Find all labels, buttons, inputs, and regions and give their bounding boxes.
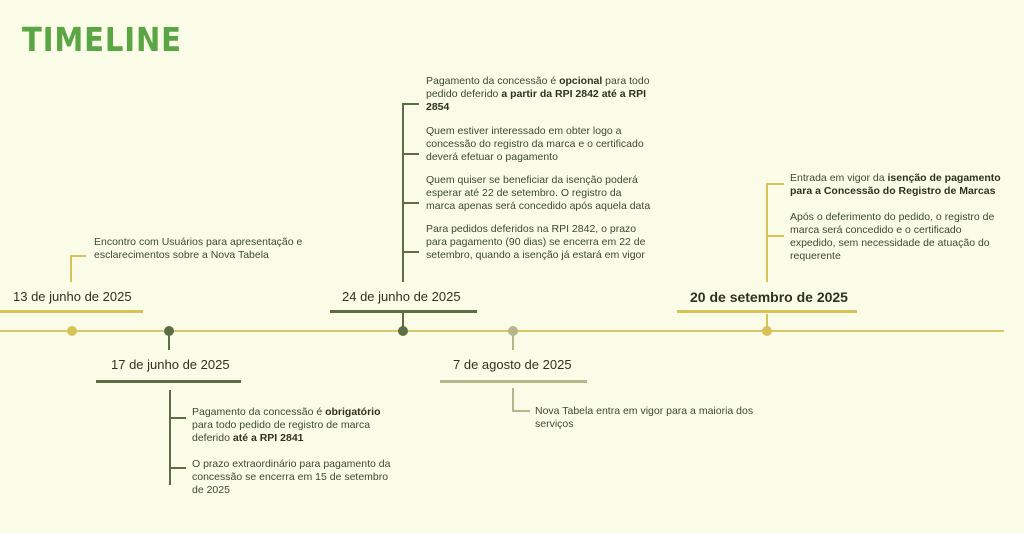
date-underline bbox=[0, 310, 143, 313]
connector-line bbox=[512, 388, 514, 411]
connector-line bbox=[766, 235, 784, 237]
note-text: Pagamento da concessão é bbox=[192, 406, 326, 418]
page-title: TIMELINE bbox=[22, 20, 182, 59]
connector-line bbox=[169, 467, 186, 469]
event-date: 20 de setembro de 2025 bbox=[690, 289, 848, 305]
connector-line bbox=[168, 331, 170, 350]
event-date: 13 de junho de 2025 bbox=[13, 289, 132, 304]
connector-line bbox=[402, 202, 419, 204]
event-date: 24 de junho de 2025 bbox=[342, 289, 461, 304]
connector-line bbox=[766, 314, 768, 328]
timeline-axis bbox=[0, 330, 1004, 332]
note-text: para todo pedido de registro de marca deferido bbox=[192, 419, 371, 444]
event-note: Quem estiver interessado em obter logo a concessão do registro da marca e o certificado deverá efetuar o pagamento bbox=[426, 125, 644, 163]
connector-line bbox=[70, 255, 86, 257]
connector-line bbox=[70, 255, 72, 282]
note-emphasis: isenção de pagamento para a Concessão do Registro de Marcas bbox=[790, 172, 1001, 197]
note-emphasis: opcional bbox=[559, 75, 603, 87]
connector-line bbox=[169, 417, 186, 419]
event-date: 17 de junho de 2025 bbox=[111, 357, 230, 372]
event-note bbox=[426, 75, 651, 114]
connector-line bbox=[402, 103, 419, 105]
note-text: Entrada em vigor da bbox=[790, 172, 888, 184]
milestone-dot bbox=[67, 326, 77, 336]
event-note: Nova Tabela entra em vigor para a maioria dos serviços bbox=[535, 405, 754, 430]
note-text: Pagamento da concessão é bbox=[426, 75, 560, 87]
event-note bbox=[192, 406, 392, 445]
note-text: para todo pedido deferido bbox=[426, 75, 650, 100]
connector-line bbox=[402, 313, 404, 329]
event-date: 7 de agosto de 2025 bbox=[453, 357, 572, 372]
connector-line bbox=[402, 153, 419, 155]
connector-line bbox=[766, 183, 768, 282]
note-emphasis: a partir da RPI 2842 até a RPI 2854 bbox=[426, 88, 647, 113]
event-note: Para pedidos deferidos na RPI 2842, o prazo para pagamento (90 dias) se encerra em 22 de setembro, quando a isenção já estará em vigor bbox=[426, 223, 646, 261]
connector-line bbox=[402, 103, 404, 282]
event-note bbox=[790, 172, 1015, 198]
event-note: O prazo extraordinário para pagamento da concessão se encerra em 15 de setembro de 2025 bbox=[192, 458, 391, 496]
connector-line bbox=[766, 183, 784, 185]
date-underline bbox=[440, 380, 587, 383]
date-underline bbox=[330, 310, 477, 313]
note-emphasis: obrigatório bbox=[325, 406, 381, 418]
event-note: Quem quiser se beneficiar da isenção poderá esperar até 22 de setembro. O registro da marca apenas será concedido após aquela data bbox=[426, 174, 651, 212]
event-note: Após o deferimento do pedido, o registro de marca será concedido e o certificado expedido, sem necessidade de atuação do requerente bbox=[790, 211, 995, 262]
note-emphasis: até a RPI 2841 bbox=[232, 432, 304, 444]
connector-line bbox=[402, 251, 419, 253]
date-underline bbox=[96, 380, 241, 383]
connector-line bbox=[512, 410, 530, 412]
connector-line bbox=[169, 390, 171, 485]
connector-line bbox=[512, 332, 514, 350]
date-underline bbox=[677, 310, 857, 313]
event-note: Encontro com Usuários para apresentação e esclarecimentos sobre a Nova Tabela bbox=[94, 236, 303, 261]
